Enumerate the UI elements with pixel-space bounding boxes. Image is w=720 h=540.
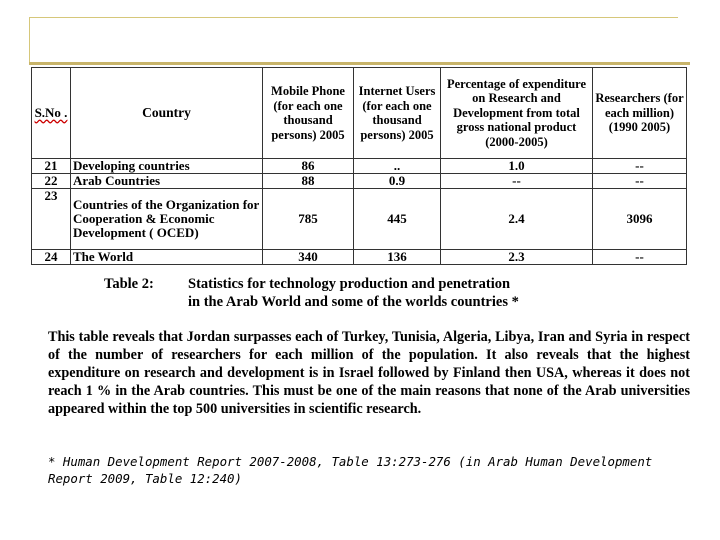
caption-line-1	[104, 275, 519, 293]
slide-title-underline	[29, 62, 690, 65]
cell-mobile: 340	[263, 250, 354, 265]
cell-internet: 136	[354, 250, 441, 265]
cell-sno: 22	[32, 174, 71, 189]
cell-country: Countries of the Organization for Cooperation & Economic Development ( OCED)	[71, 189, 263, 250]
cell-internet: 0.9	[354, 174, 441, 189]
cell-internet: ..	[354, 159, 441, 174]
caption-text-1: Statistics for technology production and penetration	[188, 276, 511, 292]
cell-country: The World	[71, 250, 263, 265]
header-internet: Internet Users (for each one thousand persons) 2005	[354, 68, 441, 159]
slide-top-rule	[29, 17, 678, 18]
table-row	[32, 159, 687, 174]
cell-expenditure: --	[441, 174, 593, 189]
slide-left-rule	[29, 17, 30, 63]
cell-country: Arab Countries	[71, 174, 263, 189]
table-header-row	[32, 68, 687, 159]
cell-expenditure: 1.0	[441, 159, 593, 174]
cell-sno: 24	[32, 250, 71, 265]
cell-researchers: --	[593, 159, 687, 174]
caption-line-2: in the Arab World and some of the worlds countries *	[188, 294, 519, 310]
cell-researchers: --	[593, 174, 687, 189]
cell-country: Developing countries	[71, 159, 263, 174]
header-researchers: Researchers (for each million) (1990 2005)	[593, 68, 687, 159]
header-mobile: Mobile Phone (for each one thousand persons) 2005	[263, 68, 354, 159]
header-sno: S.No .	[32, 68, 71, 159]
source-footnote: * Human Development Report 2007-2008, Table 13:273-276 (in Arab Human Development Report 2009, Table 12:240)	[48, 454, 653, 486]
cell-expenditure: 2.4	[441, 189, 593, 250]
header-country: Country	[71, 68, 263, 159]
cell-sno: 23	[32, 189, 71, 250]
cell-mobile: 785	[263, 189, 354, 250]
cell-mobile: 86	[263, 159, 354, 174]
cell-researchers: 3096	[593, 189, 687, 250]
statistics-table	[31, 67, 687, 265]
cell-mobile: 88	[263, 174, 354, 189]
table-row	[32, 174, 687, 189]
cell-internet: 445	[354, 189, 441, 250]
header-expenditure: Percentage of expenditure on Research and Development from total gross national product (2000-2005)	[441, 68, 593, 159]
cell-sno: 21	[32, 159, 71, 174]
cell-researchers: --	[593, 250, 687, 265]
table-caption	[104, 275, 519, 311]
table-row	[32, 189, 687, 250]
body-paragraph: This table reveals that Jordan surpasses each of Turkey, Tunisia, Algeria, Libya, Iran and Syria in respect of the number of researchers for each million of the population. It also reveals that the highest expenditure on research and development is in Israel followed by Finland then USA, whereas it does not reach 1 % in the Arab countries. This must be one of the main reasons that none of the Arab universities appeared within the top 500 universities in scientific research.	[48, 329, 690, 417]
caption-label: Table 2:	[104, 276, 154, 292]
cell-expenditure: 2.3	[441, 250, 593, 265]
table-row	[32, 250, 687, 265]
